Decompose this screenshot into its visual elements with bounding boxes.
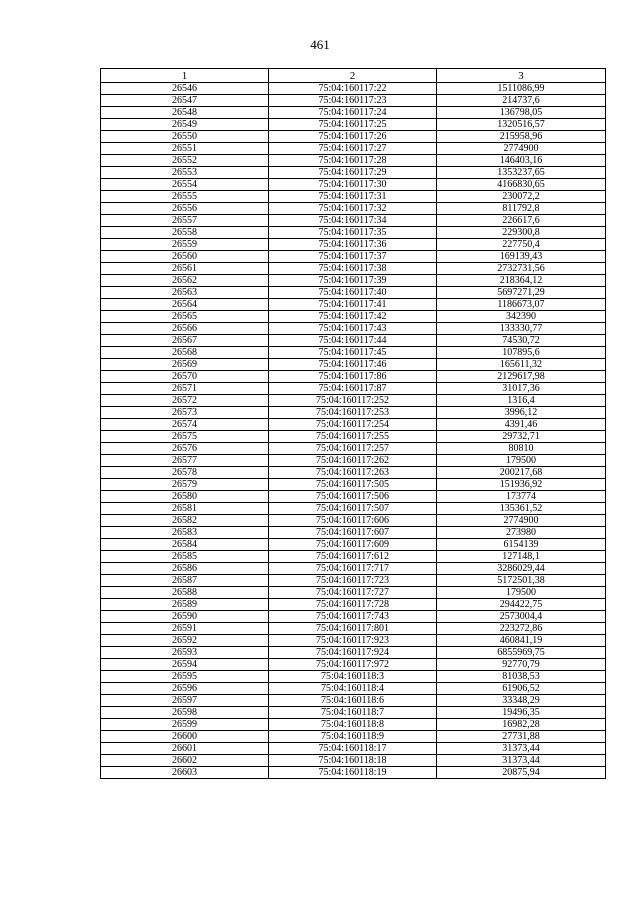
value-cell: 227750,4 (437, 239, 606, 251)
cadastral-number-cell: 75:04:160117:44 (269, 335, 437, 347)
value-cell: 214737,6 (437, 95, 606, 107)
cadastral-number-cell: 75:04:160117:87 (269, 383, 437, 395)
cadastral-number-cell: 75:04:160117:24 (269, 107, 437, 119)
row-number-cell: 26553 (101, 167, 269, 179)
value-cell: 169139,43 (437, 251, 606, 263)
cadastral-number-cell: 75:04:160117:29 (269, 167, 437, 179)
value-cell: 229300,8 (437, 227, 606, 239)
table-row (101, 119, 606, 131)
row-number-cell: 26572 (101, 395, 269, 407)
row-number-cell: 26571 (101, 383, 269, 395)
cadastral-number-cell: 75:04:160117:727 (269, 587, 437, 599)
value-cell: 136798,05 (437, 107, 606, 119)
row-number-cell: 26558 (101, 227, 269, 239)
cadastral-number-cell: 75:04:160118:7 (269, 707, 437, 719)
cadastral-number-cell: 75:04:160117:506 (269, 491, 437, 503)
value-cell: 31373,44 (437, 755, 606, 767)
row-number-cell: 26560 (101, 251, 269, 263)
row-number-cell: 26600 (101, 731, 269, 743)
row-number-cell: 26580 (101, 491, 269, 503)
row-number-cell: 26563 (101, 287, 269, 299)
value-cell: 215958,96 (437, 131, 606, 143)
table-row (101, 491, 606, 503)
table-row (101, 551, 606, 563)
table-row (101, 671, 606, 683)
value-cell: 5697271,29 (437, 287, 606, 299)
table-row (101, 395, 606, 407)
value-cell: 1186673,07 (437, 299, 606, 311)
row-number-cell: 26601 (101, 743, 269, 755)
value-cell: 2774900 (437, 143, 606, 155)
row-number-cell: 26573 (101, 407, 269, 419)
table-row (101, 575, 606, 587)
value-cell: 1320516,57 (437, 119, 606, 131)
row-number-cell: 26581 (101, 503, 269, 515)
row-number-cell: 26597 (101, 695, 269, 707)
table-row (101, 599, 606, 611)
cadastral-number-cell: 75:04:160117:717 (269, 563, 437, 575)
table-row (101, 659, 606, 671)
value-cell: 3286029,44 (437, 563, 606, 575)
table-row (101, 263, 606, 275)
value-cell: 1316,4 (437, 395, 606, 407)
cadastral-number-cell: 75:04:160117:32 (269, 203, 437, 215)
value-cell: 218364,12 (437, 275, 606, 287)
value-cell: 2129617,98 (437, 371, 606, 383)
cadastral-number-cell: 75:04:160117:728 (269, 599, 437, 611)
row-number-cell: 26550 (101, 131, 269, 143)
cadastral-number-cell: 75:04:160117:27 (269, 143, 437, 155)
table-row (101, 383, 606, 395)
table-row (101, 743, 606, 755)
value-cell: 19496,35 (437, 707, 606, 719)
cadastral-number-cell: 75:04:160117:723 (269, 575, 437, 587)
cadastral-number-cell: 75:04:160118:18 (269, 755, 437, 767)
cadastral-number-cell: 75:04:160117:35 (269, 227, 437, 239)
cadastral-number-cell: 75:04:160117:252 (269, 395, 437, 407)
table-header (101, 69, 606, 83)
table-row (101, 83, 606, 95)
row-number-cell: 26587 (101, 575, 269, 587)
table-row (101, 539, 606, 551)
table-row (101, 719, 606, 731)
table-row (101, 527, 606, 539)
row-number-cell: 26579 (101, 479, 269, 491)
table-row (101, 107, 606, 119)
table-row (101, 587, 606, 599)
row-number-cell: 26593 (101, 647, 269, 659)
row-number-cell: 26552 (101, 155, 269, 167)
row-number-cell: 26547 (101, 95, 269, 107)
table-row (101, 455, 606, 467)
value-cell: 165611,32 (437, 359, 606, 371)
value-cell: 223272,86 (437, 623, 606, 635)
data-table (100, 68, 606, 779)
cadastral-number-cell: 75:04:160117:31 (269, 191, 437, 203)
row-number-cell: 26565 (101, 311, 269, 323)
table-row (101, 467, 606, 479)
cadastral-number-cell: 75:04:160117:86 (269, 371, 437, 383)
value-cell: 1511086,99 (437, 83, 606, 95)
cadastral-number-cell: 75:04:160117:39 (269, 275, 437, 287)
table-row (101, 179, 606, 191)
row-number-cell: 26555 (101, 191, 269, 203)
value-cell: 135361,52 (437, 503, 606, 515)
value-cell: 151936,92 (437, 479, 606, 491)
table-row (101, 335, 606, 347)
row-number-cell: 26551 (101, 143, 269, 155)
row-number-cell: 26548 (101, 107, 269, 119)
value-cell: 33348,29 (437, 695, 606, 707)
cadastral-number-cell: 75:04:160118:17 (269, 743, 437, 755)
table-row (101, 731, 606, 743)
value-cell: 2774900 (437, 515, 606, 527)
column-header-1: 1 (101, 69, 269, 83)
cadastral-number-cell: 75:04:160117:972 (269, 659, 437, 671)
table-row (101, 155, 606, 167)
table-row (101, 407, 606, 419)
value-cell: 294422,75 (437, 599, 606, 611)
table-row (101, 563, 606, 575)
row-number-cell: 26578 (101, 467, 269, 479)
table-row (101, 443, 606, 455)
value-cell: 27731,88 (437, 731, 606, 743)
value-cell: 133330,77 (437, 323, 606, 335)
row-number-cell: 26564 (101, 299, 269, 311)
cadastral-number-cell: 75:04:160117:505 (269, 479, 437, 491)
cadastral-number-cell: 75:04:160117:254 (269, 419, 437, 431)
row-number-cell: 26602 (101, 755, 269, 767)
value-cell: 179500 (437, 455, 606, 467)
row-number-cell: 26577 (101, 455, 269, 467)
row-number-cell: 26561 (101, 263, 269, 275)
row-number-cell: 26549 (101, 119, 269, 131)
table-row (101, 479, 606, 491)
cadastral-number-cell: 75:04:160117:26 (269, 131, 437, 143)
value-cell: 230072,2 (437, 191, 606, 203)
cadastral-number-cell: 75:04:160117:609 (269, 539, 437, 551)
table-row (101, 275, 606, 287)
row-number-cell: 26591 (101, 623, 269, 635)
row-number-cell: 26594 (101, 659, 269, 671)
row-number-cell: 26599 (101, 719, 269, 731)
row-number-cell: 26570 (101, 371, 269, 383)
cadastral-number-cell: 75:04:160117:30 (269, 179, 437, 191)
row-number-cell: 26575 (101, 431, 269, 443)
value-cell: 273980 (437, 527, 606, 539)
table-row (101, 143, 606, 155)
row-number-cell: 26590 (101, 611, 269, 623)
column-header-3: 3 (437, 69, 606, 83)
row-number-cell: 26586 (101, 563, 269, 575)
table-row (101, 359, 606, 371)
row-number-cell: 26598 (101, 707, 269, 719)
value-cell: 16982,28 (437, 719, 606, 731)
table-row (101, 755, 606, 767)
value-cell: 811792,8 (437, 203, 606, 215)
cadastral-number-cell: 75:04:160117:262 (269, 455, 437, 467)
header-row (101, 69, 606, 83)
table-row (101, 215, 606, 227)
cadastral-number-cell: 75:04:160118:4 (269, 683, 437, 695)
table-row (101, 707, 606, 719)
cadastral-number-cell: 75:04:160117:23 (269, 95, 437, 107)
value-cell: 1353237,65 (437, 167, 606, 179)
table-row (101, 347, 606, 359)
value-cell: 20875,94 (437, 767, 606, 779)
cadastral-number-cell: 75:04:160117:45 (269, 347, 437, 359)
cadastral-number-cell: 75:04:160117:923 (269, 635, 437, 647)
row-number-cell: 26584 (101, 539, 269, 551)
row-number-cell: 26569 (101, 359, 269, 371)
cadastral-number-cell: 75:04:160117:36 (269, 239, 437, 251)
value-cell: 342390 (437, 311, 606, 323)
row-number-cell: 26559 (101, 239, 269, 251)
cadastral-number-cell: 75:04:160117:507 (269, 503, 437, 515)
value-cell: 4391,46 (437, 419, 606, 431)
value-cell: 6855969,75 (437, 647, 606, 659)
cadastral-number-cell: 75:04:160117:28 (269, 155, 437, 167)
table-row (101, 323, 606, 335)
cadastral-number-cell: 75:04:160117:612 (269, 551, 437, 563)
cadastral-number-cell: 75:04:160117:607 (269, 527, 437, 539)
row-number-cell: 26576 (101, 443, 269, 455)
table-row (101, 95, 606, 107)
value-cell: 2573004,4 (437, 611, 606, 623)
cadastral-number-cell: 75:04:160117:40 (269, 287, 437, 299)
cadastral-number-cell: 75:04:160117:606 (269, 515, 437, 527)
value-cell: 80810 (437, 443, 606, 455)
value-cell: 226617,6 (437, 215, 606, 227)
cadastral-number-cell: 75:04:160117:46 (269, 359, 437, 371)
row-number-cell: 26562 (101, 275, 269, 287)
value-cell: 61906,52 (437, 683, 606, 695)
table-row (101, 515, 606, 527)
table-row (101, 623, 606, 635)
table-row (101, 311, 606, 323)
row-number-cell: 26595 (101, 671, 269, 683)
value-cell: 31373,44 (437, 743, 606, 755)
cadastral-number-cell: 75:04:160118:8 (269, 719, 437, 731)
table-row (101, 191, 606, 203)
row-number-cell: 26588 (101, 587, 269, 599)
row-number-cell: 26582 (101, 515, 269, 527)
value-cell: 92770,79 (437, 659, 606, 671)
row-number-cell: 26568 (101, 347, 269, 359)
value-cell: 200217,68 (437, 467, 606, 479)
cadastral-number-cell: 75:04:160117:257 (269, 443, 437, 455)
table-row (101, 683, 606, 695)
cadastral-number-cell: 75:04:160117:38 (269, 263, 437, 275)
table-row (101, 203, 606, 215)
cadastral-number-cell: 75:04:160117:37 (269, 251, 437, 263)
cadastral-number-cell: 75:04:160117:801 (269, 623, 437, 635)
value-cell: 31017,36 (437, 383, 606, 395)
cadastral-number-cell: 75:04:160117:253 (269, 407, 437, 419)
cadastral-number-cell: 75:04:160118:3 (269, 671, 437, 683)
row-number-cell: 26585 (101, 551, 269, 563)
cadastral-number-cell: 75:04:160117:42 (269, 311, 437, 323)
cadastral-number-cell: 75:04:160118:6 (269, 695, 437, 707)
value-cell: 2732731,56 (437, 263, 606, 275)
cadastral-number-cell: 75:04:160117:34 (269, 215, 437, 227)
table-row (101, 767, 606, 779)
cadastral-number-cell: 75:04:160117:924 (269, 647, 437, 659)
row-number-cell: 26583 (101, 527, 269, 539)
value-cell: 5172501,38 (437, 575, 606, 587)
value-cell: 107895,6 (437, 347, 606, 359)
row-number-cell: 26554 (101, 179, 269, 191)
row-number-cell: 26567 (101, 335, 269, 347)
row-number-cell: 26589 (101, 599, 269, 611)
value-cell: 179500 (437, 587, 606, 599)
table-row (101, 131, 606, 143)
cadastral-number-cell: 75:04:160117:743 (269, 611, 437, 623)
table-row (101, 371, 606, 383)
table-row (101, 251, 606, 263)
value-cell: 81038,53 (437, 671, 606, 683)
cadastral-number-cell: 75:04:160118:19 (269, 767, 437, 779)
table-row (101, 431, 606, 443)
cadastral-number-cell: 75:04:160118:9 (269, 731, 437, 743)
column-header-2: 2 (269, 69, 437, 83)
row-number-cell: 26557 (101, 215, 269, 227)
cadastral-number-cell: 75:04:160117:22 (269, 83, 437, 95)
table-row (101, 419, 606, 431)
table-row (101, 611, 606, 623)
row-number-cell: 26596 (101, 683, 269, 695)
cadastral-number-cell: 75:04:160117:43 (269, 323, 437, 335)
value-cell: 4166830,65 (437, 179, 606, 191)
value-cell: 6154139 (437, 539, 606, 551)
value-cell: 127148,1 (437, 551, 606, 563)
cadastral-number-cell: 75:04:160117:255 (269, 431, 437, 443)
table-body (101, 83, 606, 779)
row-number-cell: 26556 (101, 203, 269, 215)
row-number-cell: 26592 (101, 635, 269, 647)
table-row (101, 647, 606, 659)
row-number-cell: 26546 (101, 83, 269, 95)
value-cell: 173774 (437, 491, 606, 503)
value-cell: 146403,16 (437, 155, 606, 167)
cadastral-number-cell: 75:04:160117:263 (269, 467, 437, 479)
table-row (101, 287, 606, 299)
table-row (101, 227, 606, 239)
table-row (101, 299, 606, 311)
row-number-cell: 26566 (101, 323, 269, 335)
table-row (101, 239, 606, 251)
cadastral-number-cell: 75:04:160117:41 (269, 299, 437, 311)
table-row (101, 635, 606, 647)
value-cell: 3996,12 (437, 407, 606, 419)
page-number: 461 (310, 37, 330, 52)
row-number-cell: 26574 (101, 419, 269, 431)
value-cell: 74530,72 (437, 335, 606, 347)
table-row (101, 167, 606, 179)
table-row (101, 695, 606, 707)
table-row (101, 503, 606, 515)
row-number-cell: 26603 (101, 767, 269, 779)
value-cell: 460841,19 (437, 635, 606, 647)
cadastral-number-cell: 75:04:160117:25 (269, 119, 437, 131)
value-cell: 29732,71 (437, 431, 606, 443)
